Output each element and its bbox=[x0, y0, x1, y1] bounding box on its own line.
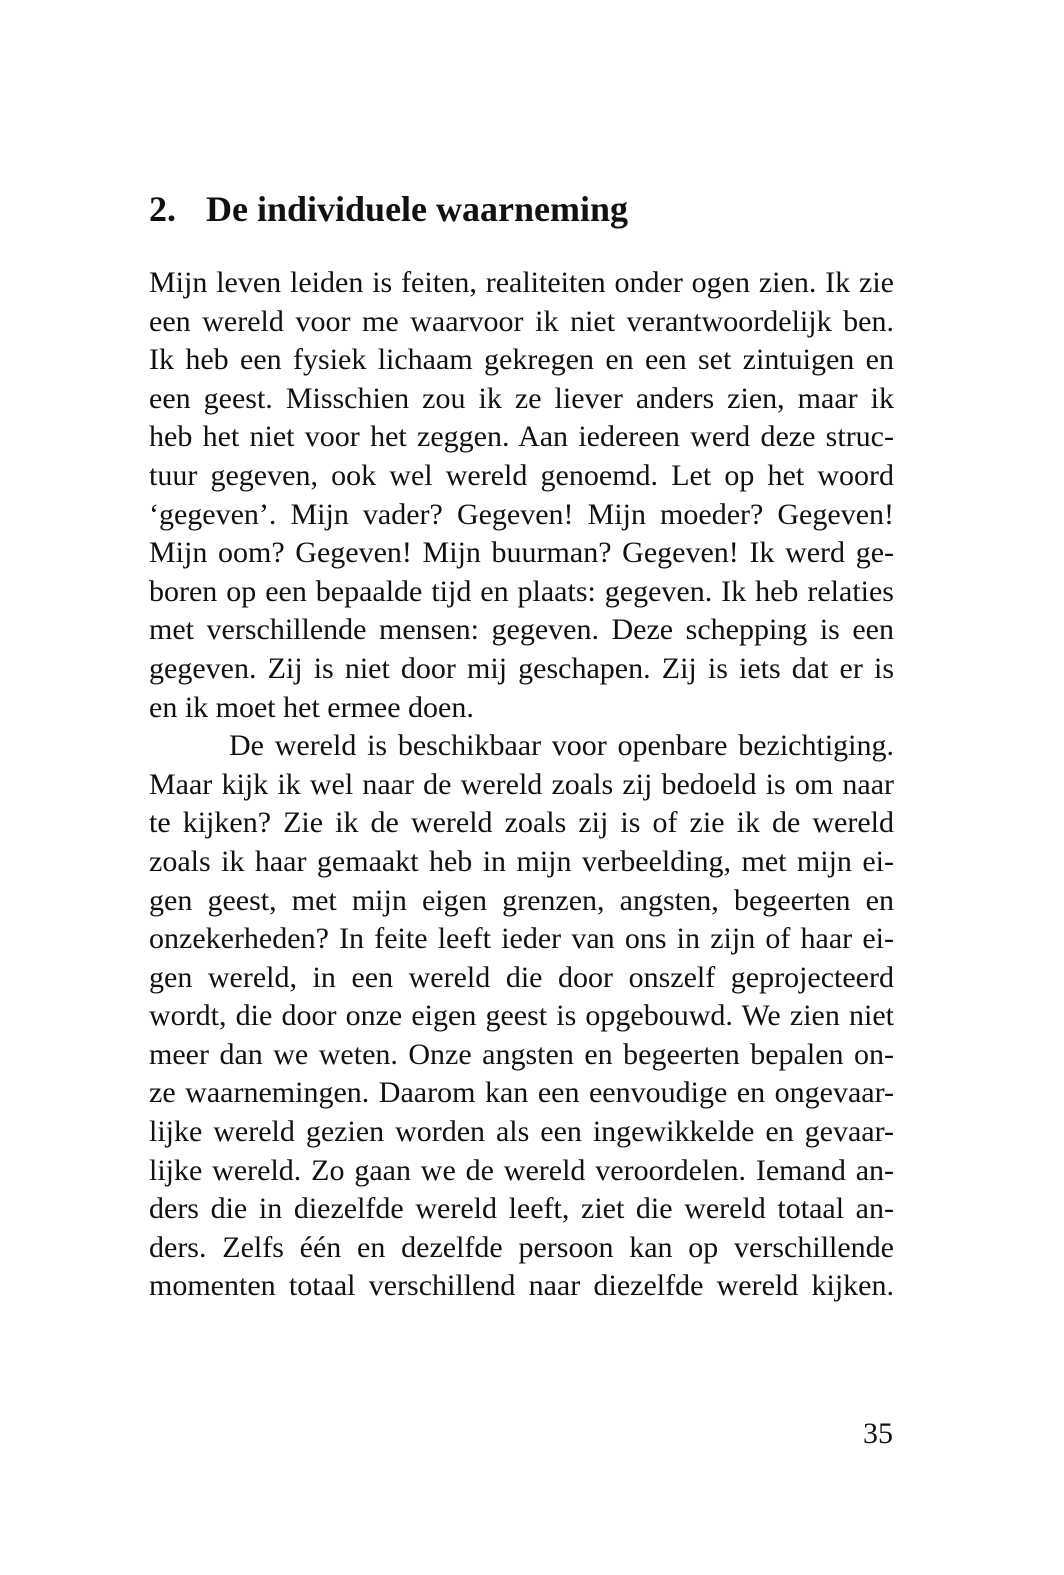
text-line: een geest. Misschien zou ik ze liever anders zien, maar ik bbox=[149, 381, 894, 415]
text-line: ze waarnemingen. Daarom kan een eenvoudige en ongevaar- bbox=[149, 1076, 894, 1110]
text-line: ders die in diezelfde wereld leeft, ziet die wereld totaal an- bbox=[149, 1192, 894, 1226]
text-line: gen geest, met mijn eigen grenzen, angsten, begeerten en bbox=[149, 883, 894, 917]
text-line: momenten totaal verschillend naar diezelfde wereld kijken. bbox=[149, 1269, 894, 1303]
chapter-number: 2. bbox=[149, 189, 176, 229]
text-line: De wereld is beschikbaar voor openbare bezichtiging. bbox=[229, 729, 894, 763]
page-number: 35 bbox=[863, 1417, 893, 1450]
text-line: tuur gegeven, ook wel wereld genoemd. Let op het woord bbox=[149, 458, 894, 492]
text-line: en ik moet het ermee doen. bbox=[149, 690, 474, 724]
text-line: Mijn oom? Gegeven! Mijn buurman? Gegeven! Ik werd ge- bbox=[149, 536, 894, 570]
paragraph-2 bbox=[149, 727, 894, 1306]
text-line: een wereld voor me waarvoor ik niet verantwoordelijk ben. bbox=[149, 304, 894, 338]
text-line: Maar kijk ik wel naar de wereld zoals zij bedoeld is om naar bbox=[149, 767, 894, 801]
paragraph-1 bbox=[149, 264, 894, 727]
text-line: heb het niet voor het zeggen. Aan iedereen werd deze struc- bbox=[149, 420, 894, 454]
text-line: Ik heb een fysiek lichaam gekregen en een set zintuigen en bbox=[149, 343, 894, 377]
text-line: lijke wereld gezien worden als een ingewikkelde en gevaar- bbox=[149, 1115, 894, 1149]
body-text bbox=[149, 264, 894, 1306]
text-line: zoals ik haar gemaakt heb in mijn verbeelding, met mijn ei- bbox=[149, 844, 894, 878]
chapter-heading bbox=[149, 186, 909, 232]
text-line: lijke wereld. Zo gaan we de wereld veroordelen. Iemand an- bbox=[149, 1153, 894, 1187]
text-line: gen wereld, in een wereld die door onszelf geprojecteerd bbox=[149, 960, 894, 994]
chapter-title: De individuele waarneming bbox=[206, 189, 629, 229]
text-line: meer dan we weten. Onze angsten en begeerten bepalen on- bbox=[149, 1037, 894, 1071]
text-line: ‘gegeven’. Mijn vader? Gegeven! Mijn moeder? Gegeven! bbox=[149, 497, 894, 531]
text-line: Mijn leven leiden is feiten, realiteiten onder ogen zien. Ik zie bbox=[149, 266, 894, 299]
text-line: te kijken? Zie ik de wereld zoals zij is of zie ik de wereld bbox=[149, 806, 894, 840]
text-line: gegeven. Zij is niet door mij geschapen. Zij is iets dat er is bbox=[149, 651, 894, 685]
text-line: wordt, die door onze eigen geest is opgebouwd. We zien niet bbox=[149, 999, 894, 1033]
text-line: boren op een bepaalde tijd en plaats: gegeven. Ik heb relaties bbox=[149, 574, 894, 608]
text-line: met verschillende mensen: gegeven. Deze schepping is een bbox=[149, 613, 894, 647]
text-line: ders. Zelfs één en dezelfde persoon kan op verschillende bbox=[149, 1230, 894, 1264]
text-line: onzekerheden? In feite leeft ieder van ons in zijn of haar ei- bbox=[149, 922, 894, 956]
